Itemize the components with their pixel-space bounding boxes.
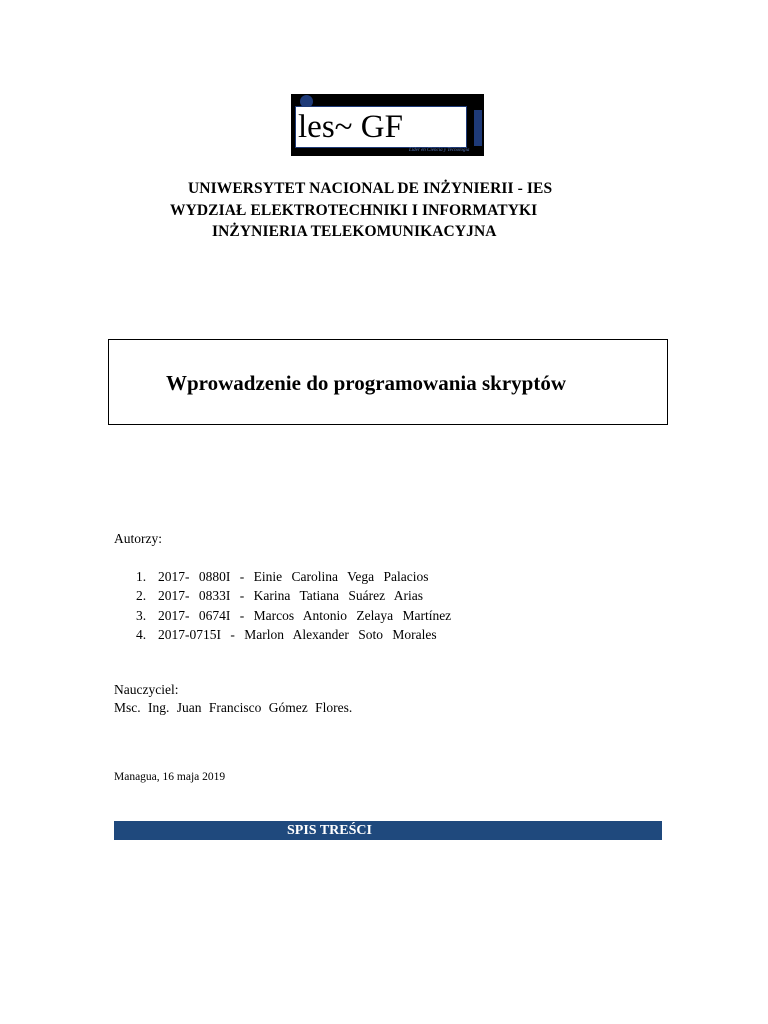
author-item	[114, 625, 451, 644]
logo-text: les~ GF	[298, 109, 403, 145]
teacher-label: Nauczyciel:	[114, 682, 179, 697]
logo-tagline: Líder en Ciencia y Tecnología	[409, 148, 470, 153]
logo-text-box	[295, 106, 467, 148]
title-box	[108, 339, 668, 425]
toc-heading-bar	[114, 821, 662, 840]
author-text: 2017- 0674I - Marcos Antonio Zelaya Martínez	[158, 607, 452, 623]
university-logo	[291, 94, 484, 156]
authors-list	[114, 567, 451, 644]
authors-label: Autorzy:	[114, 531, 162, 546]
author-text: 2017-0715I - Marlon Alexander Soto Morales	[158, 626, 437, 642]
author-item	[114, 606, 451, 625]
author-text: 2017- 0880I - Einie Carolina Vega Palacios	[158, 569, 429, 584]
document-title: Wprowadzenie do programowania skryptów	[166, 371, 566, 395]
author-number: 2.	[136, 588, 147, 604]
faculty-name: WYDZIAŁ ELEKTROTECHNIKI I INFORMATYKI	[170, 202, 538, 219]
author-number: 1.	[136, 569, 147, 584]
program-name: INŻYNIERIA TELEKOMUNIKACYJNA	[212, 223, 497, 240]
teacher-name: Msc. Ing. Juan Francisco Gómez Flores.	[114, 700, 353, 715]
author-item	[114, 586, 451, 605]
author-text: 2017- 0833I - Karina Tatiana Suárez Arias	[158, 588, 423, 604]
toc-heading: SPIS TREŚCI	[287, 823, 372, 838]
author-number: 4.	[136, 626, 147, 642]
author-item	[114, 567, 451, 586]
logo-stripe	[474, 110, 482, 146]
document-date: Managua, 16 maja 2019	[114, 771, 226, 783]
author-number: 3.	[136, 607, 147, 623]
university-name: UNIWERSYTET NACIONAL DE INŻYNIERII - IES	[188, 180, 553, 197]
